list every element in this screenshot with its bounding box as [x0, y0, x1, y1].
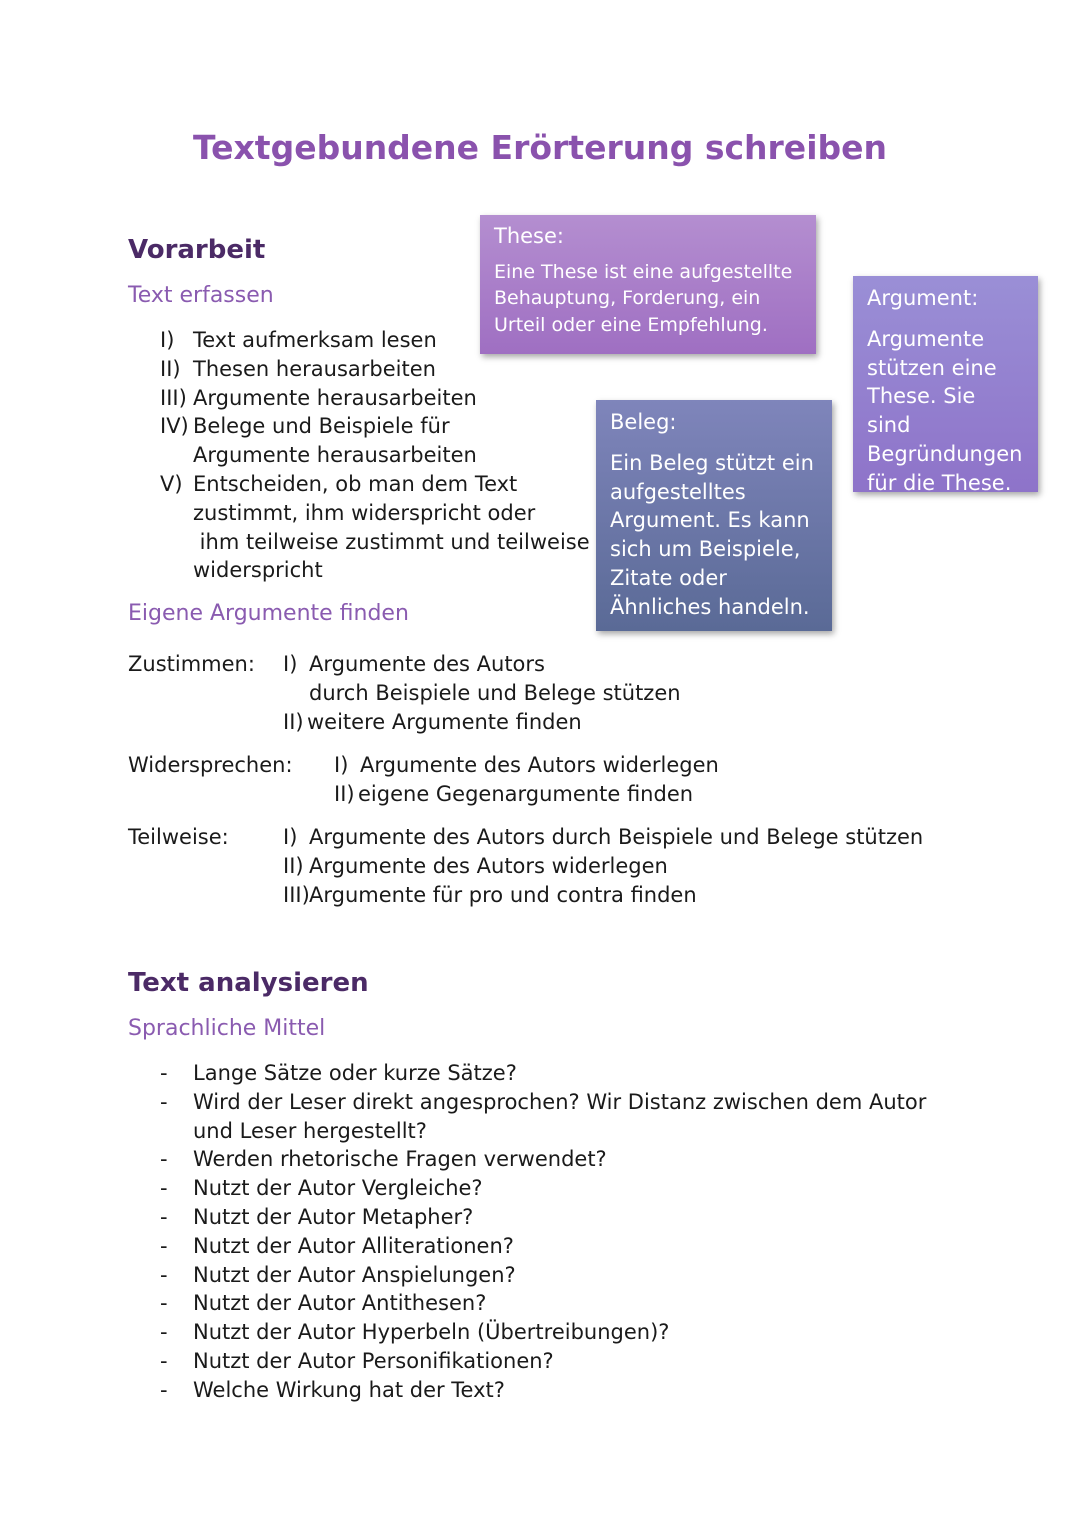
step-2: [160, 355, 600, 384]
item-text: weitere Argumente finden: [307, 709, 582, 734]
card-line: These. Sie sind: [867, 384, 976, 438]
bullet: -: [160, 1061, 168, 1085]
beleg-card: [596, 400, 832, 631]
step-text: Thesen herausarbeiten: [193, 356, 436, 381]
item-text: durch Beispiele und Belege stützen: [309, 680, 681, 705]
card-line: Ein Beleg stützt ein: [610, 450, 814, 475]
step-number: III): [160, 385, 187, 410]
list-item: [283, 650, 783, 708]
card-line: Eine These ist eine aufgestellte: [494, 260, 793, 283]
step-number: II): [160, 356, 181, 381]
zustimmen-list: [283, 650, 783, 736]
list-item: [160, 1318, 960, 1347]
item-text: Nutzt der Autor Metapher?: [193, 1204, 474, 1229]
card-line: Argumente: [867, 326, 985, 351]
item-text: Nutzt der Autor Personifikationen?: [193, 1348, 554, 1373]
card-line: Begründungen: [867, 441, 1023, 466]
step-text: ihm teilweise zustimmt und teilweise: [193, 529, 590, 554]
list-item: [160, 1174, 960, 1203]
card-line: für die These.: [867, 470, 1012, 495]
teilweise-list: [283, 823, 983, 909]
list-item: [160, 1376, 960, 1405]
item-text: Werden rhetorische Fragen verwendet?: [193, 1147, 607, 1172]
step-text: Entscheiden, ob man dem Text: [193, 471, 518, 496]
list-item: [160, 1059, 960, 1088]
step-text: widerspricht: [193, 558, 323, 583]
argument-card: [853, 276, 1038, 495]
card-heading: Argument:: [867, 286, 979, 310]
item-text: Argumente des Autors: [309, 652, 545, 676]
list-item: [283, 852, 983, 881]
analysis-questions: [160, 1059, 960, 1405]
card-line: aufgestelltes: [610, 479, 746, 504]
list-item: [160, 1347, 960, 1376]
step-4: [160, 412, 600, 470]
list-item: [160, 1145, 960, 1174]
item-number: I): [283, 825, 298, 849]
widersprechen-label: Widersprechen:: [128, 753, 293, 777]
step-number: V): [160, 471, 183, 496]
heading-text-analysieren: Text analysieren: [128, 968, 369, 998]
step-5: [160, 470, 600, 585]
card-line: Zitate oder: [610, 565, 727, 590]
bullet: -: [160, 1377, 168, 1402]
item-number: II): [283, 853, 304, 878]
subheading-sprachliche-mittel: Sprachliche Mittel: [128, 1016, 326, 1041]
bullet: -: [160, 1348, 168, 1373]
card-line: Urteil oder eine Empfehlung.: [494, 313, 768, 336]
page-title: Textgebundene Erörterung schreiben: [193, 128, 887, 167]
subheading-eigene-argumente: Eigene Argumente finden: [128, 601, 409, 626]
item-number: II): [334, 781, 355, 806]
item-number: I): [283, 652, 298, 676]
bullet: -: [160, 1233, 168, 1258]
bullet: -: [160, 1204, 168, 1229]
item-text: eigene Gegenargumente finden: [358, 781, 694, 806]
item-text: Argumente des Autors widerlegen: [360, 753, 719, 777]
step-text: zustimmt, ihm widerspricht oder: [193, 500, 536, 525]
bullet: -: [160, 1147, 168, 1172]
item-number: I): [334, 753, 349, 777]
bullet: -: [160, 1089, 168, 1114]
card-line: Behauptung, Forderung, ein: [494, 287, 761, 309]
subheading-text-erfassen: Text erfassen: [128, 283, 274, 308]
step-text: Belege und Beispiele für: [193, 414, 450, 439]
item-text: Welche Wirkung hat der Text?: [193, 1377, 505, 1402]
item-text: Argumente des Autors durch Beispiele und Belege stützen: [309, 825, 924, 849]
step-3: [160, 384, 600, 413]
bullet: -: [160, 1291, 168, 1316]
list-item: [334, 780, 834, 809]
step-text: Argumente herausarbeiten: [193, 443, 477, 468]
step-text: Text aufmerksam lesen: [193, 328, 437, 352]
item-text: und Leser hergestellt?: [193, 1118, 427, 1143]
card-heading: These:: [494, 224, 564, 248]
list-item: [160, 1289, 960, 1318]
item-number: II): [283, 709, 304, 734]
card-line: Ähnliches handeln.: [610, 594, 810, 619]
widersprechen-list: [334, 751, 834, 809]
item-text: Nutzt der Autor Alliterationen?: [193, 1233, 514, 1258]
steps-list: [160, 326, 600, 585]
card-line: Argument. Es kann: [610, 508, 810, 533]
item-number: III): [283, 882, 310, 907]
card-line: sich um Beispiele,: [610, 537, 801, 562]
list-item: [334, 751, 834, 780]
item-text: Nutzt der Autor Vergleiche?: [193, 1176, 483, 1201]
card-heading: Beleg:: [610, 410, 677, 434]
list-item: [283, 708, 783, 737]
list-item: [160, 1232, 960, 1261]
card-line: stützen eine: [867, 355, 997, 380]
list-item: [160, 1261, 960, 1290]
item-text: Wird der Leser direkt angesprochen? Wir Distanz zwischen dem Autor: [193, 1089, 927, 1114]
item-text: Lange Sätze oder kurze Sätze?: [193, 1061, 517, 1085]
teilweise-label: Teilweise:: [128, 825, 229, 849]
list-item: [283, 881, 983, 910]
item-text: Nutzt der Autor Antithesen?: [193, 1291, 487, 1316]
step-number: IV): [160, 414, 189, 439]
step-number: I): [160, 328, 175, 352]
list-item: [160, 1203, 960, 1232]
item-text: Argumente des Autors widerlegen: [309, 853, 668, 878]
list-item: [283, 823, 983, 852]
step-text: Argumente herausarbeiten: [193, 385, 477, 410]
item-text: Nutzt der Autor Hyperbeln (Übertreibungen)?: [193, 1320, 670, 1345]
heading-vorarbeit: Vorarbeit: [128, 235, 266, 265]
zustimmen-label: Zustimmen:: [128, 652, 255, 676]
bullet: -: [160, 1320, 168, 1345]
bullet: -: [160, 1262, 168, 1287]
these-card: [480, 215, 816, 354]
item-text: Nutzt der Autor Anspielungen?: [193, 1262, 516, 1287]
item-text: Argumente für pro und contra finden: [309, 882, 697, 907]
bullet: -: [160, 1176, 168, 1201]
list-item: [160, 1088, 960, 1146]
